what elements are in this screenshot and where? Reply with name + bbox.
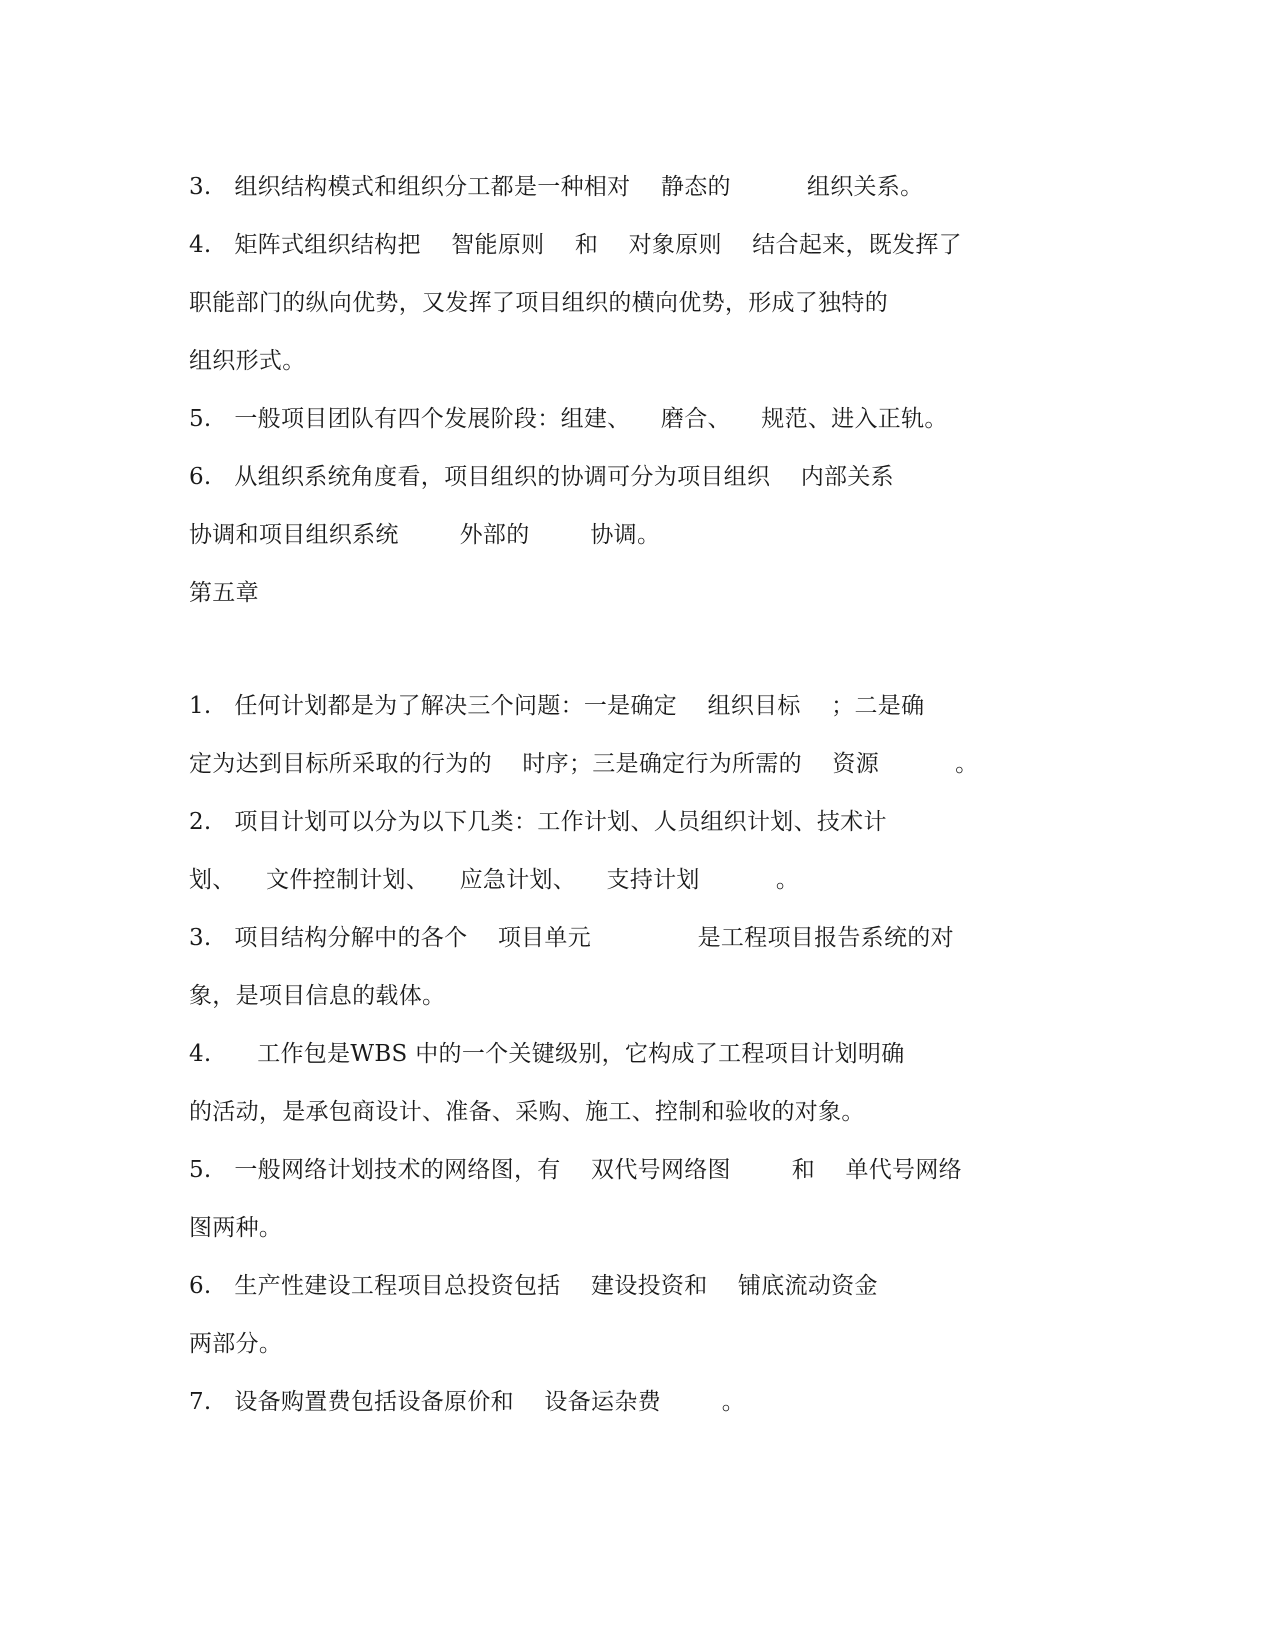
text-line: 5. 一般项目团队有四个发展阶段：组建、 磨合、 规范、进入正轨。 (189, 406, 948, 432)
text-line: 4. 矩阵式组织结构把 智能原则 和 对象原则 结合起来，既发挥了 (189, 232, 962, 258)
text-line: 定为达到目标所采取的行为的 时序；三是确定行为所需的 资源 。 (189, 751, 979, 777)
text-line: 图两种。 (189, 1215, 283, 1241)
text-line: 3. 项目结构分解中的各个 项目单元 是工程项目报告系统的对 (189, 925, 954, 951)
text-line: 职能部门的纵向优势，又发挥了项目组织的横向优势，形成了独特的 (189, 290, 888, 316)
text-line: 4. 工作包是WBS 中的一个关键级别，它构成了工程项目计划明确 (189, 1041, 905, 1067)
text-line: 组织形式。 (189, 348, 306, 374)
text-line: 的活动，是承包商设计、准备、采购、施工、控制和验收的对象。 (189, 1099, 865, 1125)
text-line: 7. 设备购置费包括设备原价和 设备运杂费 。 (189, 1389, 746, 1415)
text-line: 5. 一般网络计划技术的网络图，有 双代号网络图 和 单代号网络 (189, 1157, 962, 1183)
text-line: 划、 文件控制计划、 应急计划、 支持计划 。 (189, 867, 800, 893)
text-line: 两部分。 (189, 1331, 283, 1357)
text-line: 象，是项目信息的载体。 (189, 983, 446, 1009)
text-line: 1. 任何计划都是为了解决三个问题：一是确定 组织目标 ；二是确 (189, 693, 925, 719)
text-line: 6. 从组织系统角度看，项目组织的协调可分为项目组织 内部关系 (189, 464, 894, 490)
text-line: 协调和项目组织系统 外部的 协调。 (189, 522, 661, 548)
chapter-heading: 第五章 (189, 580, 259, 606)
text-line: 3. 组织结构模式和组织分工都是一种相对 静态的 组织关系。 (189, 174, 924, 200)
text-line: 2. 项目计划可以分为以下几类：工作计划、人员组织计划、技术计 (189, 809, 887, 835)
text-line: 6. 生产性建设工程项目总投资包括 建设投资和 铺底流动资金 (189, 1273, 878, 1299)
